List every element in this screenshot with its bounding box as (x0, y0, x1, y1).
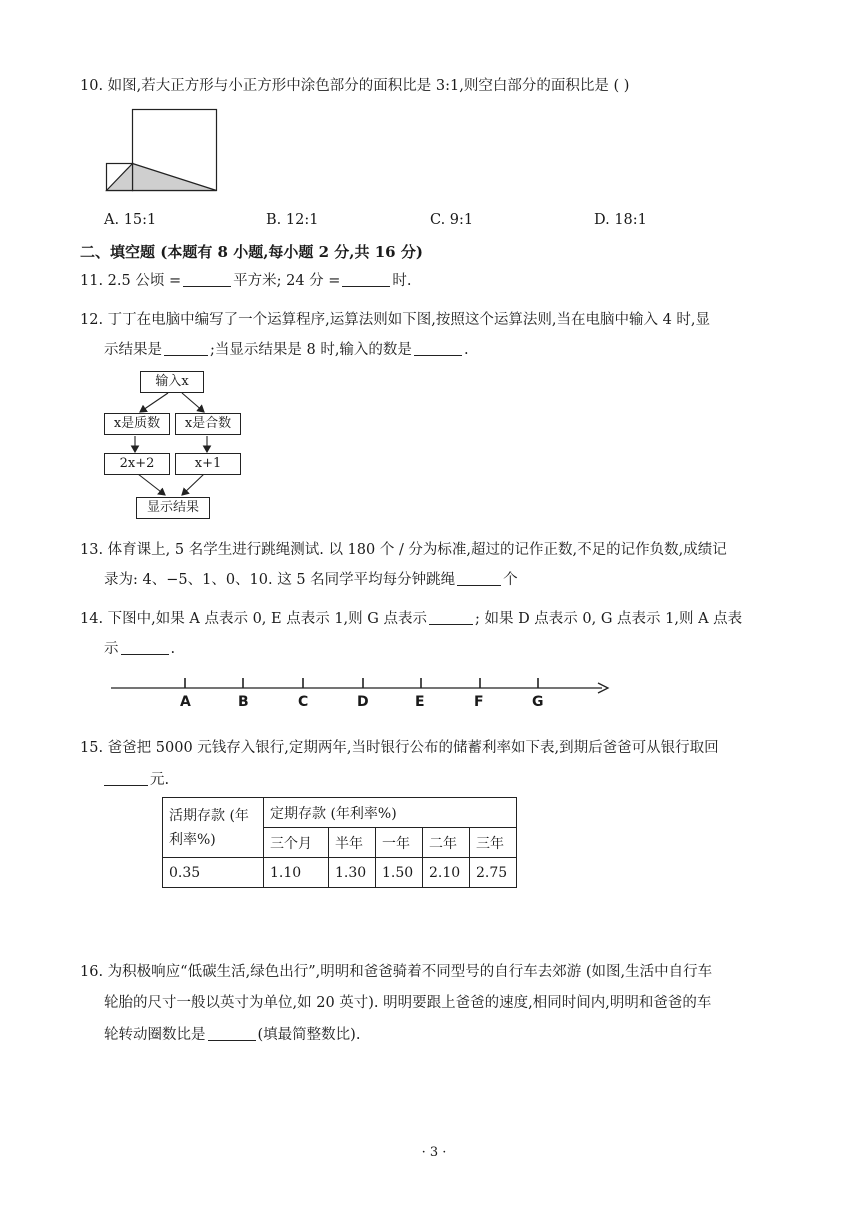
q11-line (80, 271, 412, 291)
table-rate-cell: 2.75 (470, 858, 517, 888)
table-demand-rate: 0.35 (163, 858, 264, 888)
point-label-d: D (357, 694, 369, 710)
table-header-fixed: 定期存款 (年利率%) (264, 798, 517, 828)
q14-text-d: . (170, 641, 176, 657)
answer-blank (121, 640, 169, 655)
flowchart-op2-box: x+1 (175, 453, 241, 475)
flowchart-prime-box: x是质数 (104, 413, 170, 435)
q10-option-c: C. 9:1 (430, 212, 474, 228)
q14-line2 (104, 639, 175, 659)
answer-blank (164, 341, 208, 356)
table-header-demand-line2: 利率%) (169, 831, 216, 848)
q11-part2: 平方米; 24 分 = (233, 273, 341, 289)
section-title: 二、填空题 (本题有 8 小题,每小题 2 分,共 16 分) (80, 243, 423, 261)
table-term-cell: 三个月 (264, 828, 329, 858)
q14-text-c: 示 (104, 641, 119, 657)
q10-option-a: A. 15:1 (104, 212, 157, 228)
q12-text-b: ;当显示结果是 8 时,输入的数是 (210, 342, 412, 358)
answer-blank (414, 341, 462, 356)
point-label-g: G (532, 694, 544, 710)
flowchart-composite-box: x是合数 (175, 413, 241, 435)
q11-part1: 11. 2.5 公顷 = (80, 273, 182, 289)
q13-line1: 13. 体育课上, 5 名学生进行跳绳测试. 以 180 个 / 分为标准,超过的记作正数,不足的记作负数,成绩记 (80, 542, 727, 558)
table-term-cell: 二年 (423, 828, 470, 858)
point-label-c: C (298, 694, 309, 710)
table-rate-cell: 2.10 (423, 858, 470, 888)
answer-blank (429, 610, 473, 625)
q12-text-c: . (463, 342, 469, 358)
flowchart-input-box: 输入x (140, 371, 204, 393)
table-header-demand-line1: 活期存款 (年 (169, 807, 249, 824)
q11-part3: 时. (392, 273, 412, 289)
q16-line2: 轮胎的尺寸一般以英寸为单位,如 20 英寸). 明明要跟上爸爸的速度,相同时间内,明明和爸爸的车 (104, 995, 712, 1011)
answer-blank (183, 272, 231, 287)
table-rate-cell: 1.50 (376, 858, 423, 888)
q15-line1: 15. 爸爸把 5000 元钱存入银行,定期两年,当时银行公布的储蓄利率如下表,到期后爸爸可从银行取回 (80, 740, 719, 756)
q12-line2 (104, 340, 469, 360)
answer-blank (457, 571, 501, 586)
q14-text-b: ; 如果 D 点表示 0, G 点表示 1,则 A 点表 (474, 611, 743, 627)
flowchart-op1-box: 2x+2 (104, 453, 170, 475)
q10-square-figure (104, 108, 220, 194)
q10-option-d: D. 18:1 (594, 212, 647, 228)
table-term-cell: 半年 (329, 828, 376, 858)
point-label-b: B (238, 694, 249, 710)
interest-rate-table (162, 797, 517, 888)
q10-option-b: B. 12:1 (266, 212, 319, 228)
point-label-f: F (474, 694, 484, 710)
q13-text-a: 录为: 4、−5、1、0、10. 这 5 名同学平均每分钟跳绳 (104, 572, 456, 588)
q12-text-a: 示结果是 (104, 342, 162, 358)
table-header-demand (163, 798, 264, 858)
answer-blank (208, 1026, 256, 1041)
q16-text-a: 轮转动圈数比是 (104, 1027, 206, 1043)
table-rate-cell: 1.10 (264, 858, 329, 888)
page-number: · 3 · (421, 1145, 447, 1160)
q16-text-b: (填最简整数比). (257, 1027, 361, 1043)
flowchart-output-box: 显示结果 (136, 497, 210, 519)
q15-text: 元. (150, 772, 170, 788)
q15-line2 (104, 770, 169, 790)
q12-line1: 12. 丁丁在电脑中编写了一个运算程序,运算法则如下图,按照这个运算法则,当在电脑中输入 4 时,显 (80, 312, 711, 328)
q14-text-a: 14. 下图中,如果 A 点表示 0, E 点表示 1,则 G 点表示 (80, 611, 427, 627)
point-label-a: A (180, 694, 191, 710)
q16-line3 (104, 1025, 360, 1045)
answer-blank (342, 272, 390, 287)
answer-blank (104, 771, 148, 786)
q10-stem: 10. 如图,若大正方形与小正方形中涂色部分的面积比是 3:1,则空白部分的面积比是 ( ) (80, 78, 630, 94)
q13-text-b: 个 (503, 572, 518, 588)
table-term-cell: 三年 (470, 828, 517, 858)
q14-line1 (80, 609, 742, 629)
table-term-cell: 一年 (376, 828, 423, 858)
table-rate-cell: 1.30 (329, 858, 376, 888)
q13-line2 (104, 570, 518, 590)
point-label-e: E (415, 694, 425, 710)
q16-line1: 16. 为积极响应“低碳生活,绿色出行”,明明和爸爸骑着不同型号的自行车去郊游 (如图,生活中自行车 (80, 964, 713, 980)
